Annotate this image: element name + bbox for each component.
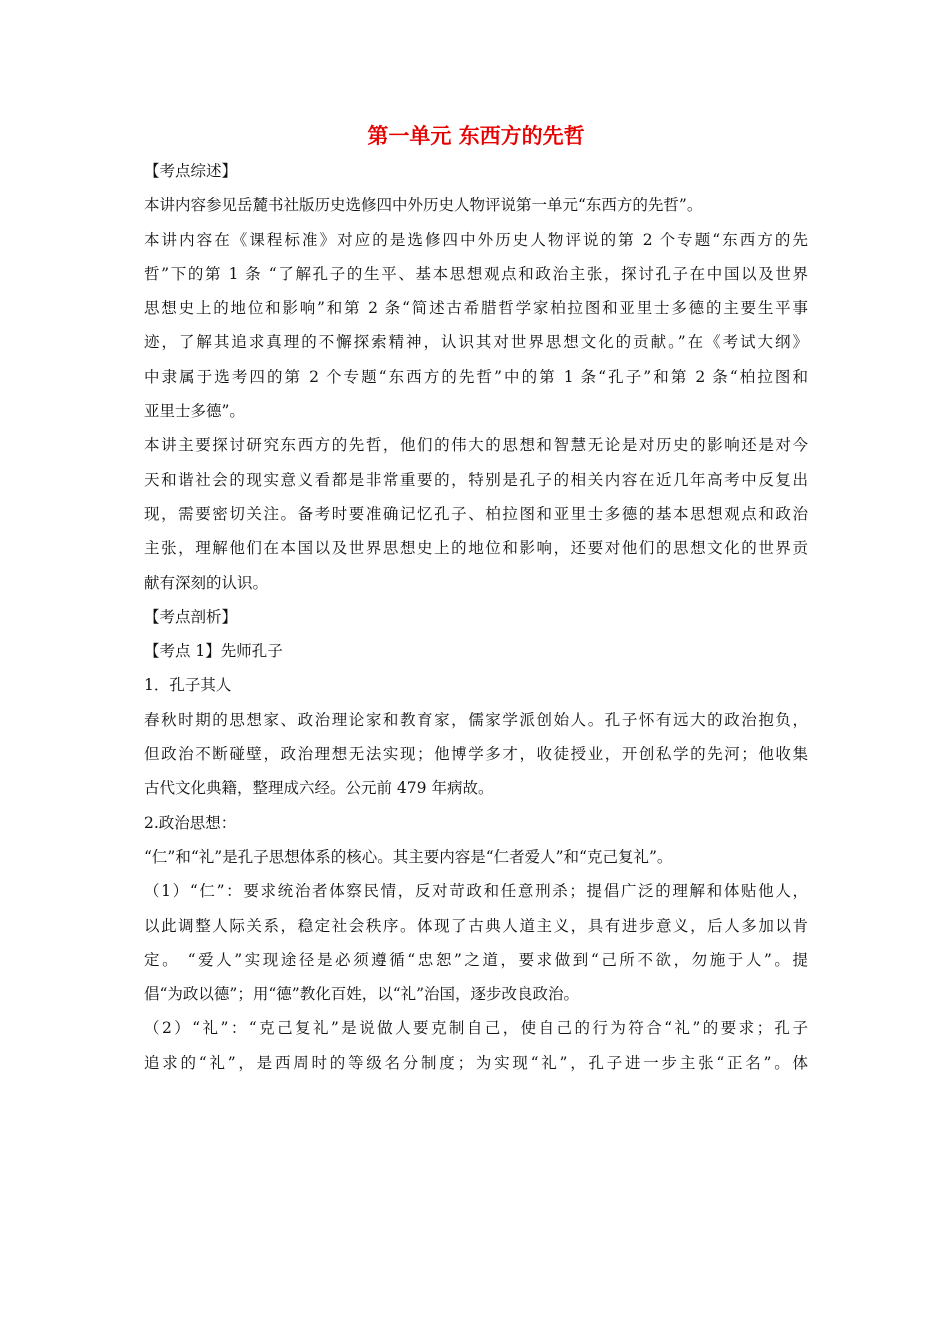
paragraph-line: 古代文化典籍，整理成六经。公元前 479 年病故。 xyxy=(144,779,494,798)
paragraph-line: 但政治不断碰壁，政治理想无法实现；他博学多才，收徒授业，开创私学的先河；他收集 xyxy=(144,745,808,764)
paragraph-line: 定。 “爱人”实现途径是必须遵循“忠恕”之道，要求做到“己所不欲，勿施于人”。提 xyxy=(144,950,808,969)
paragraph-line: （1）“仁”：要求统治者体察民情，反对苛政和任意刑杀；提倡广泛的理解和体贴他人， xyxy=(144,882,808,901)
paragraph-line: 思想史上的地位和影响”和第 2 条“简述古希腊哲学家柏拉图和亚里士多德的主要生平事 xyxy=(144,299,808,318)
paragraph-line: 以此调整人际关系，稳定社会秩序。体现了古典人道主义，具有进步意义，后人多加以肯 xyxy=(144,916,808,935)
paragraph-line: 春秋时期的思想家、政治理论家和教育家，儒家学派创始人。孔子怀有远大的政治抱负， xyxy=(144,710,808,729)
point-1-title: 【考点 1】先师孔子 xyxy=(144,642,283,661)
document-title: 第一单元 东西方的先哲 xyxy=(367,123,585,148)
paragraph-line: 中隶属于选考四的第 2 个专题“东西方的先哲”中的第 1 条“孔子”和第 2 条“柏拉图和 xyxy=(144,367,808,386)
paragraph-line: 迹，了解其追求真理的不懈探索精神，认识其对世界思想文化的贡献。”在《考试大纲》 xyxy=(144,333,808,352)
subsection-1-title: 1．孔子其人 xyxy=(144,676,232,695)
focus-paragraph xyxy=(144,428,808,599)
paragraph-line: 追求的“礼”，是西周时的等级名分制度；为实现“礼”，孔子进一步主张“正名”。体 xyxy=(144,1053,808,1072)
document-page xyxy=(144,118,808,1080)
paragraph-line: 本讲内容在《课程标准》对应的是选修四中外历史人物评说的第 2 个专题“东西方的先 xyxy=(144,230,808,249)
paragraph-line: 献有深刻的认识。 xyxy=(144,573,269,592)
paragraph-line: 本讲主要探讨研究东西方的先哲，他们的伟大的思想和智慧无论是对历史的影响还是对今 xyxy=(144,436,808,455)
paragraph-line: 现，需要密切关注。备考时要准确记忆孔子、柏拉图和亚里士多德的基本思想观点和政治 xyxy=(144,504,808,523)
section-heading-overview: 【考点综述】 xyxy=(144,162,238,180)
confucius-bio-paragraph xyxy=(144,703,808,806)
ren-paragraph xyxy=(144,874,808,1011)
subsection-2-intro: “仁”和“礼”是孔子思想体系的核心。其主要内容是“仁者爱人”和“克己复礼”。 xyxy=(144,847,673,866)
li-paragraph xyxy=(144,1011,808,1080)
paragraph-line: 天和谐社会的现实意义看都是非常重要的，特别是孔子的相关内容在近几年高考中反复出 xyxy=(144,470,808,489)
subsection-2-title: 2.政治思想： xyxy=(144,813,237,832)
overview-intro: 本讲内容参见岳麓书社版历史选修四中外历史人物评说第一单元“东西方的先哲”。 xyxy=(144,196,703,215)
standards-paragraph xyxy=(144,223,808,429)
paragraph-line: 哲”下的第 1 条 “了解孔子的生平、基本思想观点和政治主张，探讨孔子在中国以及世界 xyxy=(144,264,808,283)
paragraph-line: 倡“为政以德”；用“德”教化百姓，以“礼”治国，逐步改良政治。 xyxy=(144,985,580,1004)
section-heading-analysis: 【考点剖析】 xyxy=(144,607,238,626)
paragraph-line: （2）“礼”：“克己复礼”是说做人要克制自己，使自己的行为符合“礼”的要求；孔子 xyxy=(144,1019,808,1038)
paragraph-line: 亚里士多德”。 xyxy=(144,402,245,421)
paragraph-line: 主张，理解他们在本国以及世界思想史上的地位和影响，还要对他们的思想文化的世界贡 xyxy=(144,539,808,558)
